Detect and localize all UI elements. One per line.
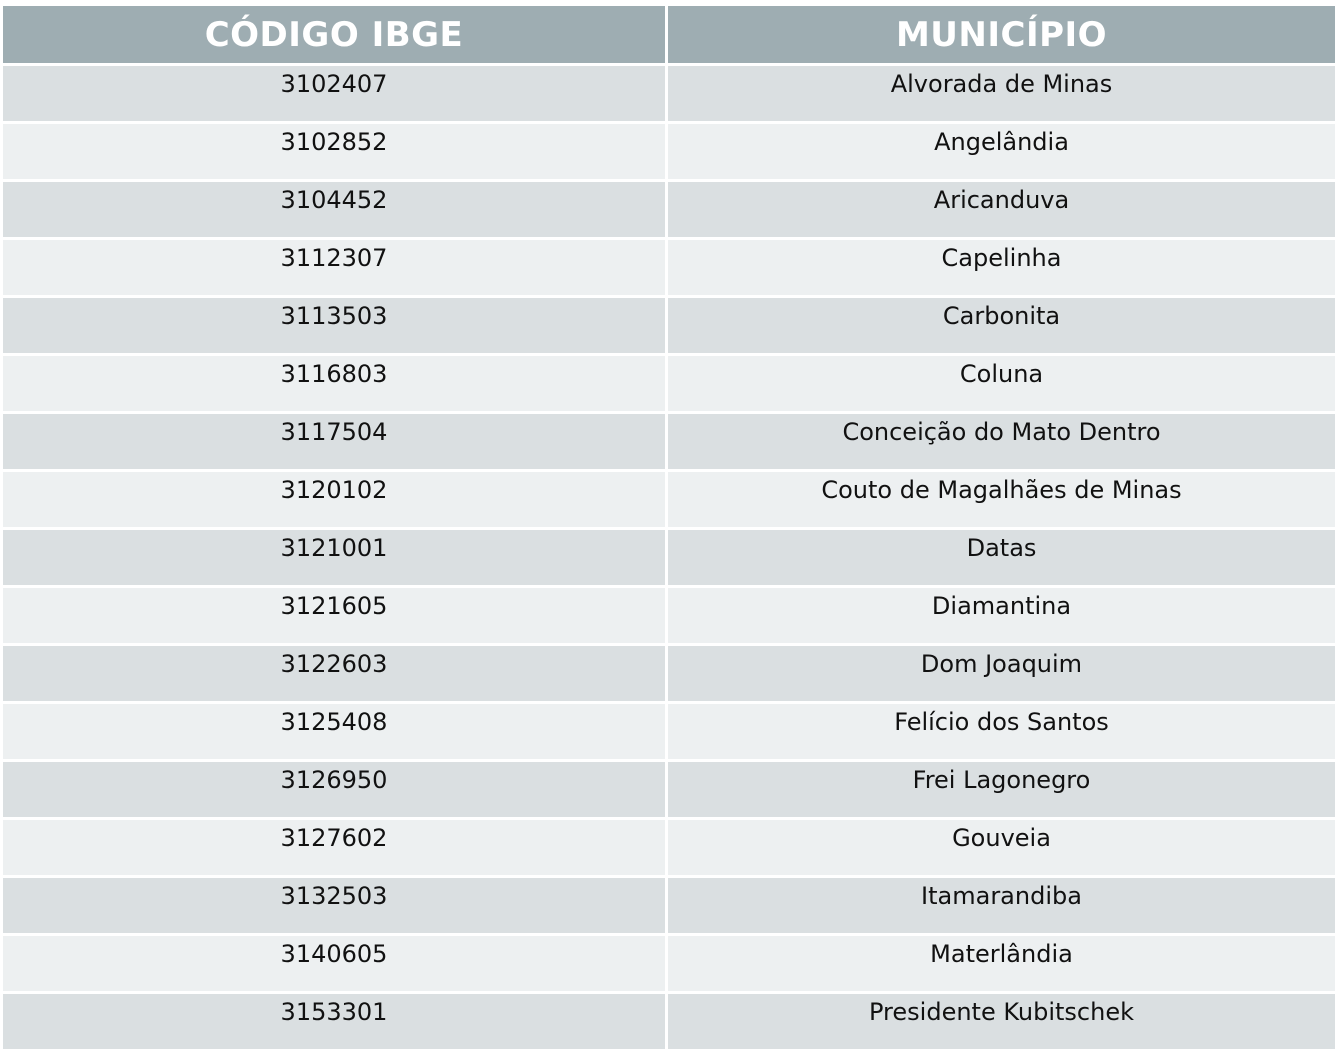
cell-municipio: Carbonita [668,298,1335,356]
table-row [3,646,1335,704]
cell-municipio: Capelinha [668,240,1335,298]
cell-codigo: 3102407 [3,66,668,124]
cell-municipio: Frei Lagonegro [668,762,1335,820]
cell-municipio: Couto de Magalhães de Minas [668,472,1335,530]
cell-municipio: Felício dos Santos [668,704,1335,762]
table-row [3,66,1335,124]
table-row [3,936,1335,994]
cell-codigo: 3102852 [3,124,668,182]
cell-codigo: 3116803 [3,356,668,414]
cell-municipio: Aricanduva [668,182,1335,240]
municipios-table-container [3,6,1335,1052]
cell-municipio: Gouveia [668,820,1335,878]
cell-municipio: Datas [668,530,1335,588]
table-row [3,530,1335,588]
table-row [3,588,1335,646]
cell-codigo: 3127602 [3,820,668,878]
table-header-row [3,6,1335,66]
cell-municipio: Conceição do Mato Dentro [668,414,1335,472]
table-row [3,994,1335,1052]
cell-municipio: Diamantina [668,588,1335,646]
cell-municipio: Alvorada de Minas [668,66,1335,124]
table-row [3,356,1335,414]
cell-codigo: 3125408 [3,704,668,762]
header-codigo-ibge: CÓDIGO IBGE [3,6,668,66]
table-row [3,704,1335,762]
cell-municipio: Materlândia [668,936,1335,994]
cell-codigo: 3132503 [3,878,668,936]
table-row [3,762,1335,820]
cell-municipio: Presidente Kubitschek [668,994,1335,1052]
cell-codigo: 3117504 [3,414,668,472]
table-row [3,472,1335,530]
municipios-table [3,6,1335,1052]
cell-codigo: 3120102 [3,472,668,530]
cell-municipio: Dom Joaquim [668,646,1335,704]
table-row [3,878,1335,936]
cell-codigo: 3121001 [3,530,668,588]
cell-codigo: 3113503 [3,298,668,356]
cell-codigo: 3112307 [3,240,668,298]
cell-codigo: 3121605 [3,588,668,646]
cell-codigo: 3153301 [3,994,668,1052]
header-municipio: MUNICÍPIO [668,6,1335,66]
cell-codigo: 3122603 [3,646,668,704]
cell-codigo: 3126950 [3,762,668,820]
table-row [3,124,1335,182]
table-row [3,820,1335,878]
cell-municipio: Angelândia [668,124,1335,182]
table-row [3,414,1335,472]
cell-codigo: 3140605 [3,936,668,994]
table-row [3,298,1335,356]
cell-codigo: 3104452 [3,182,668,240]
cell-municipio: Coluna [668,356,1335,414]
table-row [3,240,1335,298]
cell-municipio: Itamarandiba [668,878,1335,936]
table-row [3,182,1335,240]
table-body [3,66,1335,1052]
